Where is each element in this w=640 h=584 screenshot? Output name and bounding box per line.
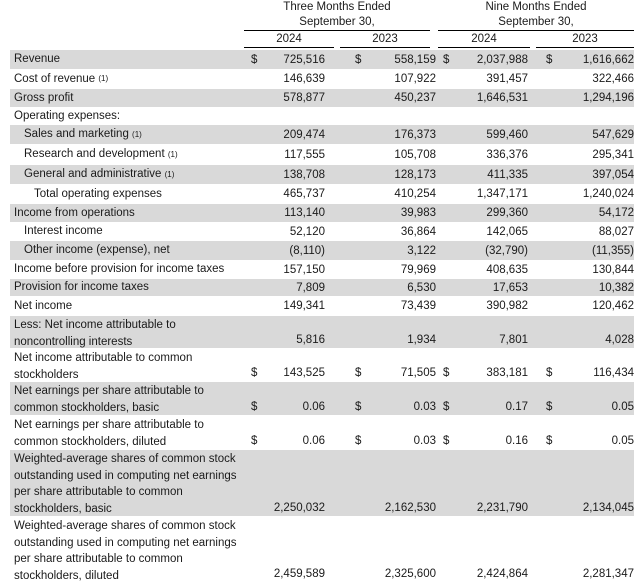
value-cell <box>546 108 634 124</box>
row-label-text: Revenue <box>14 53 61 66</box>
row-label-text: Weighted-average shares of common stock outstanding used in computing net earnings per share attributable to common stockholders, basic <box>14 453 237 515</box>
value-cell: 1,934 <box>407 334 436 346</box>
table-row <box>10 185 634 204</box>
value-cell: 73,439 <box>400 300 436 312</box>
table-row <box>10 261 634 279</box>
row-label-text: Sales and marketing <box>24 128 129 141</box>
value-cell <box>350 108 436 124</box>
value-cell: 5,816 <box>296 334 325 346</box>
currency-symbol: $ <box>251 367 258 379</box>
value-cell: 88,027 <box>598 225 634 238</box>
value-cell: 450,237 <box>394 92 436 104</box>
value-cell: 79,969 <box>400 263 436 276</box>
value-cell: 2,162,530 <box>384 502 436 514</box>
value-cell: 10,382 <box>598 281 634 294</box>
table-row <box>10 125 634 145</box>
row-label <box>14 89 248 107</box>
value-cell: 120,462 <box>592 300 634 312</box>
value-cell: 2,250,032 <box>273 502 325 514</box>
value-cell: 128,173 <box>394 168 436 181</box>
value-cell: 157,150 <box>283 263 325 276</box>
table-row <box>10 223 634 241</box>
row-label <box>14 349 248 381</box>
currency-symbol: $ <box>251 53 258 66</box>
table-row <box>10 241 634 261</box>
table-row <box>10 145 634 165</box>
row-label <box>24 241 248 260</box>
row-label <box>34 185 248 203</box>
currency-symbol: $ <box>546 53 553 66</box>
value-cell: 2,459,589 <box>273 568 325 580</box>
year-2023-three-months: 2023 <box>340 31 430 48</box>
value-cell: 0.05 <box>611 435 634 447</box>
currency-symbol: $ <box>443 367 450 379</box>
value-cell: 2,325,600 <box>384 568 436 580</box>
currency-symbol: $ <box>355 435 362 447</box>
table-row <box>10 450 634 517</box>
table-row <box>10 297 634 316</box>
value-cell: 2,231,790 <box>476 502 528 514</box>
value-cell: 397,054 <box>592 168 634 181</box>
three-months-header <box>244 0 430 31</box>
value-cell: 0.05 <box>611 401 634 413</box>
row-label <box>14 50 248 69</box>
row-label <box>14 316 248 348</box>
year-2024-three-months: 2024 <box>244 31 334 48</box>
row-label <box>14 416 248 449</box>
three-months-line1: Three Months Ended <box>283 1 391 13</box>
nine-months-header <box>438 0 634 31</box>
currency-symbol: $ <box>546 401 553 413</box>
value-cell: 411,335 <box>487 168 528 181</box>
currency-symbol: $ <box>251 435 258 447</box>
table-row <box>10 50 634 70</box>
value-cell: 52,120 <box>289 225 325 238</box>
row-label <box>14 297 248 315</box>
value-cell: 0.16 <box>505 435 528 447</box>
value-cell: 39,983 <box>400 207 436 219</box>
row-label-text: Total operating expenses <box>34 187 162 200</box>
currency-symbol: $ <box>443 53 450 66</box>
value-cell: 547,629 <box>592 128 634 141</box>
value-cell: 6,530 <box>407 281 436 294</box>
row-label <box>14 517 248 582</box>
value-cell: 0.06 <box>302 401 325 413</box>
table-row <box>10 204 634 223</box>
value-cell: 0.03 <box>413 401 436 413</box>
row-label: General and administrative (1) <box>24 165 248 184</box>
row-label <box>24 223 248 240</box>
nine-months-line2: September 30, <box>498 16 574 28</box>
value-cell: 116,434 <box>593 367 634 379</box>
row-label-text: Net earnings per share attributable to common stockholders, diluted <box>14 419 204 448</box>
value-cell: 465,737 <box>283 188 325 200</box>
value-cell: 2,281,347 <box>582 568 634 580</box>
value-cell: 408,635 <box>486 263 528 276</box>
currency-symbol: $ <box>546 435 553 447</box>
value-cell: 0.03 <box>413 435 436 447</box>
table-row <box>10 165 634 185</box>
value-cell: 17,653 <box>492 281 528 294</box>
currency-symbol: $ <box>355 53 362 66</box>
value-cell: 7,809 <box>296 281 325 294</box>
value-cell: 2,134,045 <box>582 502 634 514</box>
row-label: Sales and marketing (1) <box>24 125 248 144</box>
value-cell: 1,347,171 <box>476 188 528 200</box>
table-row <box>10 70 634 89</box>
value-cell: 113,140 <box>284 207 325 219</box>
value-cell: 143,525 <box>283 367 325 379</box>
year-2024-nine-months: 2024 <box>438 31 530 48</box>
value-cell: 54,172 <box>598 207 634 219</box>
row-label-text: Less: Net income attributable to noncontrolling interests <box>14 319 176 348</box>
value-cell: 4,028 <box>605 334 634 346</box>
value-cell: 142,065 <box>486 225 528 238</box>
value-cell: 130,844 <box>592 263 634 276</box>
value-cell: 138,708 <box>283 168 325 181</box>
row-label-text: Research and development <box>24 148 165 161</box>
currency-symbol: $ <box>443 401 450 413</box>
table-row <box>10 382 634 416</box>
value-cell: (11,355) <box>592 244 634 257</box>
row-label: Research and development (1) <box>24 145 248 164</box>
row-label: Cost of revenue (1) <box>14 70 248 88</box>
value-cell: 117,555 <box>284 148 325 161</box>
year-header-row <box>0 31 640 48</box>
year-2023-nine-months: 2023 <box>536 31 634 48</box>
value-cell: 2,424,864 <box>476 568 528 580</box>
value-cell: 578,877 <box>283 92 325 104</box>
table-row <box>10 517 634 583</box>
currency-symbol: $ <box>251 401 258 413</box>
value-cell: 107,922 <box>394 73 436 85</box>
currency-symbol: $ <box>443 435 450 447</box>
value-cell: 1,240,024 <box>582 188 634 200</box>
value-cell: 0.17 <box>505 401 528 413</box>
value-cell: 2,037,988 <box>476 53 528 66</box>
value-cell: 322,466 <box>592 73 634 85</box>
table-row <box>10 316 634 349</box>
value-cell: 0.06 <box>302 435 325 447</box>
row-label-text: Other income (expense), net <box>24 244 170 257</box>
row-label-text: Income before provision for income taxes <box>14 263 225 276</box>
row-label <box>14 204 248 222</box>
row-label <box>14 279 248 296</box>
value-cell: 149,341 <box>283 300 325 312</box>
row-label-text: General and administrative <box>24 168 162 181</box>
row-label <box>14 108 248 124</box>
row-label-text: Provision for income taxes <box>14 281 149 294</box>
currency-symbol: $ <box>546 367 553 379</box>
value-cell: 725,516 <box>283 53 325 66</box>
value-cell: 36,864 <box>400 225 436 238</box>
currency-symbol: $ <box>355 401 362 413</box>
value-cell: 336,376 <box>486 148 528 161</box>
value-cell: 176,373 <box>394 128 436 141</box>
value-cell: 599,460 <box>486 128 528 141</box>
value-cell: 295,341 <box>592 148 634 161</box>
value-cell: 3,122 <box>407 244 436 257</box>
row-label-text: Cost of revenue <box>14 72 96 85</box>
row-label <box>14 261 248 278</box>
value-cell <box>446 108 528 124</box>
value-cell: 390,982 <box>486 300 528 312</box>
value-cell: 146,639 <box>283 73 325 85</box>
table-row <box>10 108 634 125</box>
value-cell: 558,159 <box>394 53 436 66</box>
row-label-text: Interest income <box>24 225 103 238</box>
value-cell: 410,254 <box>394 188 436 200</box>
row-label-text: Net income <box>14 299 73 312</box>
value-cell: 71,505 <box>400 367 436 379</box>
row-label <box>14 382 248 415</box>
three-months-line2: September 30, <box>299 16 375 28</box>
table-row <box>10 89 634 108</box>
value-cell: 1,294,196 <box>582 92 634 104</box>
value-cell: 391,457 <box>486 73 528 85</box>
row-label-text: Net earnings per share attributable to common stockholders, basic <box>14 385 204 414</box>
row-label-text: Weighted-average shares of common stock outstanding used in computing net earnings per share attributable to common stockholders, diluted <box>14 520 237 582</box>
currency-symbol: $ <box>355 367 362 379</box>
value-cell: 1,646,531 <box>476 92 528 104</box>
table-row <box>10 279 634 297</box>
value-cell: (8,110) <box>289 244 325 257</box>
value-cell: (32,790) <box>485 244 528 257</box>
row-label-text: Net income attributable to common stockholders <box>14 352 193 381</box>
value-cell: 105,708 <box>394 148 436 161</box>
row-label-text: Income from operations <box>14 206 135 219</box>
value-cell: 299,360 <box>486 207 528 219</box>
value-cell: 209,474 <box>283 128 325 141</box>
table-row <box>10 416 634 450</box>
value-cell <box>254 108 325 124</box>
value-cell: 7,801 <box>499 334 528 346</box>
row-label <box>14 450 248 516</box>
table-row <box>10 349 634 382</box>
value-cell: 383,181 <box>486 367 528 379</box>
row-label-text: Operating expenses: <box>14 109 121 122</box>
nine-months-line1: Nine Months Ended <box>485 1 587 13</box>
value-cell: 1,616,662 <box>582 53 634 66</box>
row-label-text: Gross profit <box>14 91 74 104</box>
